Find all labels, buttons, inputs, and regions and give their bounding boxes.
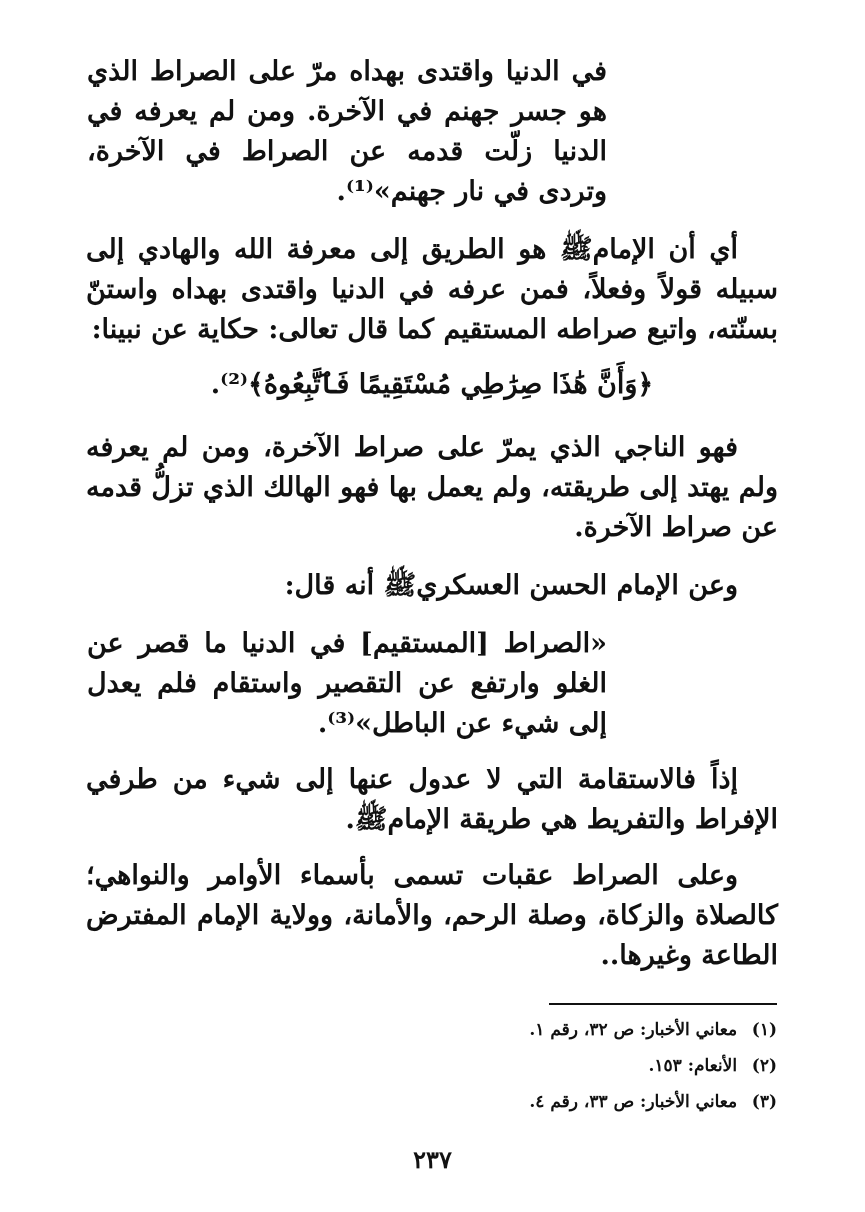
quote-paragraph-2: «الصراط [المستقيم] في الدنيا ما قصر عن الغلو وارتفع عن التقصير واستقام فلم يعدل إلى شيء عن الباطل»⁽³⁾.	[87, 628, 607, 739]
page-number: ٢٣٧	[413, 1145, 452, 1174]
footnote-item	[177, 1048, 777, 1084]
footnote-divider	[549, 1003, 777, 1005]
footnote-number: (٢)	[751, 1056, 777, 1076]
footnote-number: (١)	[751, 1020, 777, 1040]
body-paragraph-4: إذاً فالاستقامة التي لا عدول عنها إلى شيء من طرفي الإفراط والتفريط هي طريقة الإمامﷺ.	[86, 764, 778, 835]
body-paragraph-1: أي أن الإمامﷺ هو الطريق إلى معرفة الله والهادي إلى سبيله قولاً وفعلاً، فمن عرفه في الدنيا واقتدى بهداه واستنّ بسنّته، واتبع صراطه المستقيم كما قال تعالى: حكاية عن نبينا:	[86, 234, 778, 345]
body-paragraph-2: فهو الناجي الذي يمرّ على صراط الآخرة، ومن لم يعرفه ولم يهتد إلى طريقته، ولم يعمل بها فهو الهالك الذي تزلُّ قدمه عن صراط الآخرة.	[86, 432, 778, 543]
footnote-text: الأنعام: ١٥٣.	[648, 1056, 738, 1076]
body-paragraph-3: وعن الإمام الحسن العسكريﷺ أنه قال:	[284, 570, 738, 601]
footnote-text: معاني الأخبار: ص ٣٢، رقم ١.	[529, 1020, 738, 1040]
body-paragraph-5: وعلى الصراط عقبات تسمى بأسماء الأوامر والنواهي؛ كالصلاة والزكاة، وصلة الرحم، والأمانة، وولاية الإمام المفترض الطاعة وغيرها..	[86, 860, 778, 971]
footnote-item	[177, 1012, 777, 1048]
quote-paragraph-1: في الدنيا واقتدى بهداه مرّ على الصراط الذي هو جسر جهنم في الآخرة. ومن لم يعرفه في الدنيا زلّت قدمه عن الصراط في الآخرة، وتردى في نار جهنم»⁽¹⁾.	[87, 56, 607, 207]
footnote-item	[177, 1084, 777, 1120]
footnotes-list	[177, 1012, 777, 1120]
footnote-text: معاني الأخبار: ص ٣٣، رقم ٤.	[529, 1092, 738, 1112]
quran-verse: ﴿وَأَنَّ هَٰذَا صِرَٰطِي مُسْتَقِيمًا فَٱتَّبِعُوهُ﴾⁽²⁾.	[210, 369, 654, 400]
footnote-number: (٣)	[751, 1092, 777, 1112]
